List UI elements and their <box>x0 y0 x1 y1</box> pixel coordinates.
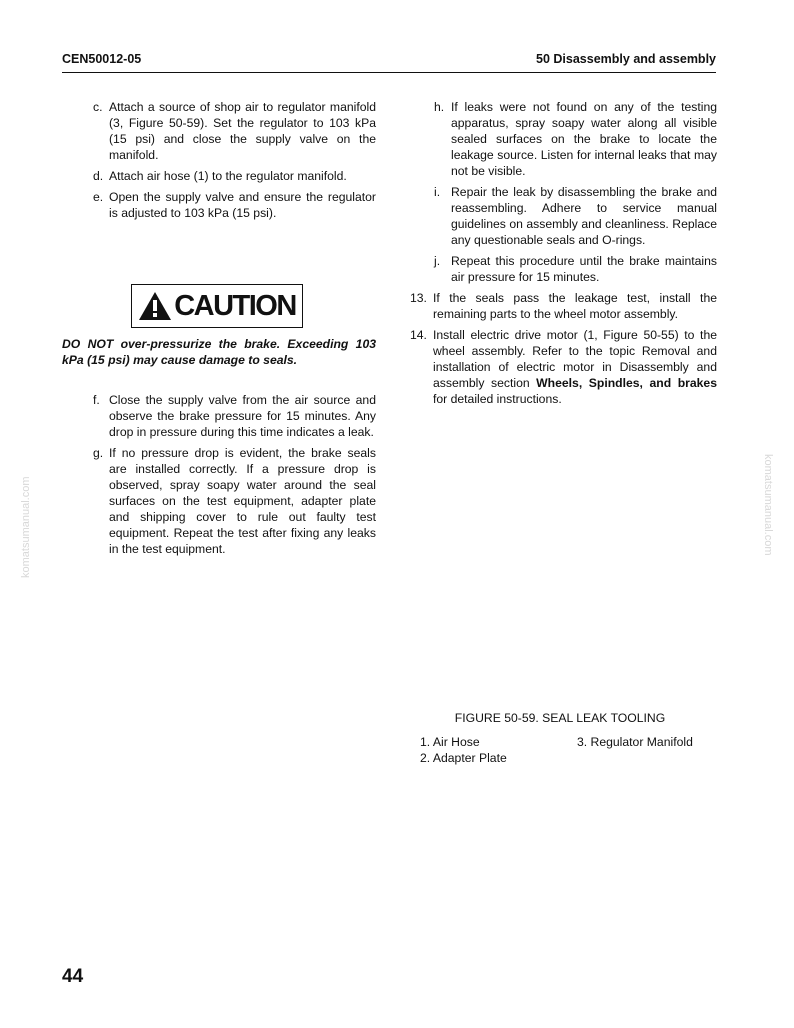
warning-triangle-icon <box>138 291 172 321</box>
step-text: Close the supply valve from the air source and observe the brake pressure for 15 minutes. Any drop in pressure during this time indicates a leak. <box>109 393 376 439</box>
step-f <box>62 392 376 440</box>
watermark-right: komatsumanual.com <box>762 454 774 556</box>
step-text: Repair the leak by disassembling the brake and reassembling. Adhere to service manual guidelines on assembly and cleanliness. Replace any questionable seals and O-rings. <box>451 185 717 247</box>
caution-banner <box>131 284 303 328</box>
section-title: 50 Disassembly and assembly <box>536 52 716 66</box>
legend-item: 1. Air Hose <box>420 735 480 749</box>
step-marker: 13. <box>410 291 427 305</box>
left-column-top <box>62 99 376 226</box>
step-marker: f. <box>93 393 100 407</box>
right-column <box>410 99 717 412</box>
step-marker: i. <box>434 185 441 199</box>
step-d <box>62 168 376 184</box>
step-h <box>410 99 717 179</box>
step-marker: h. <box>434 100 445 114</box>
watermark-left: komatsumanual.com <box>20 476 32 578</box>
page-header <box>62 52 716 72</box>
step-marker: e. <box>93 190 104 204</box>
caution-label: CAUTION <box>174 289 296 322</box>
step-text: Attach air hose (1) to the regulator manifold. <box>109 169 347 183</box>
step-text: If no pressure drop is evident, the brake seals are installed correctly. If a pressure drop is observed, spray soapy water around the seal surfaces on the test equipment, adapter plate and shipping cover to rule out faulty test equipment. Repeat the test after fixing any leaks in the test equipment. <box>109 446 376 556</box>
figure-caption: FIGURE 50-59. SEAL LEAK TOOLING <box>454 711 666 725</box>
step-14 <box>410 327 717 407</box>
step-text: If the seals pass the leakage test, install the remaining parts to the wheel motor assembly. <box>433 291 717 321</box>
step-j <box>410 253 717 285</box>
step-text: If leaks were not found on any of the testing apparatus, spray soapy water along all visible sealed surfaces on the brake to locate the leakage source. Listen for internal leaks that may not be visible. <box>451 100 717 178</box>
step-c <box>62 99 376 163</box>
step-g <box>62 445 376 557</box>
step-marker: 14. <box>410 328 427 342</box>
step-marker: j. <box>434 254 441 268</box>
step-text: Attach a source of shop air to regulator manifold (3, Figure 50-59). Set the regulator to 103 kPa (15 psi) and close the supply valve on the manifold. <box>109 100 376 162</box>
step-text: Open the supply valve and ensure the regulator is adjusted to 103 kPa (15 psi). <box>109 190 376 220</box>
step-i <box>410 184 717 248</box>
section-reference: Wheels, Spindles, and brakes <box>536 376 717 390</box>
step-marker: c. <box>93 100 103 114</box>
step-marker: g. <box>93 446 104 460</box>
document-id: CEN50012-05 <box>62 52 142 66</box>
step-text: Repeat this procedure until the brake maintains air pressure for 15 minutes. <box>451 254 717 284</box>
step-text: Install electric drive motor (1, Figure 50-55) to the wheel assembly. Refer to the topic Removal and installation of electric motor in Disassembly and assembly section <box>433 328 717 390</box>
legend-item: 2. Adapter Plate <box>420 751 507 765</box>
step-marker: d. <box>93 169 104 183</box>
step-13 <box>410 290 717 322</box>
legend-item: 3. Regulator Manifold <box>577 735 693 749</box>
step-text-tail: for detailed instructions. <box>433 392 562 406</box>
left-column-bottom <box>62 392 376 562</box>
caution-text: DO NOT over-pressurize the brake. Exceeding 103 kPa (15 psi) may cause damage to seals. <box>62 337 376 367</box>
header-divider <box>62 72 716 73</box>
page-number: 44 <box>62 966 84 987</box>
step-e <box>62 189 376 221</box>
